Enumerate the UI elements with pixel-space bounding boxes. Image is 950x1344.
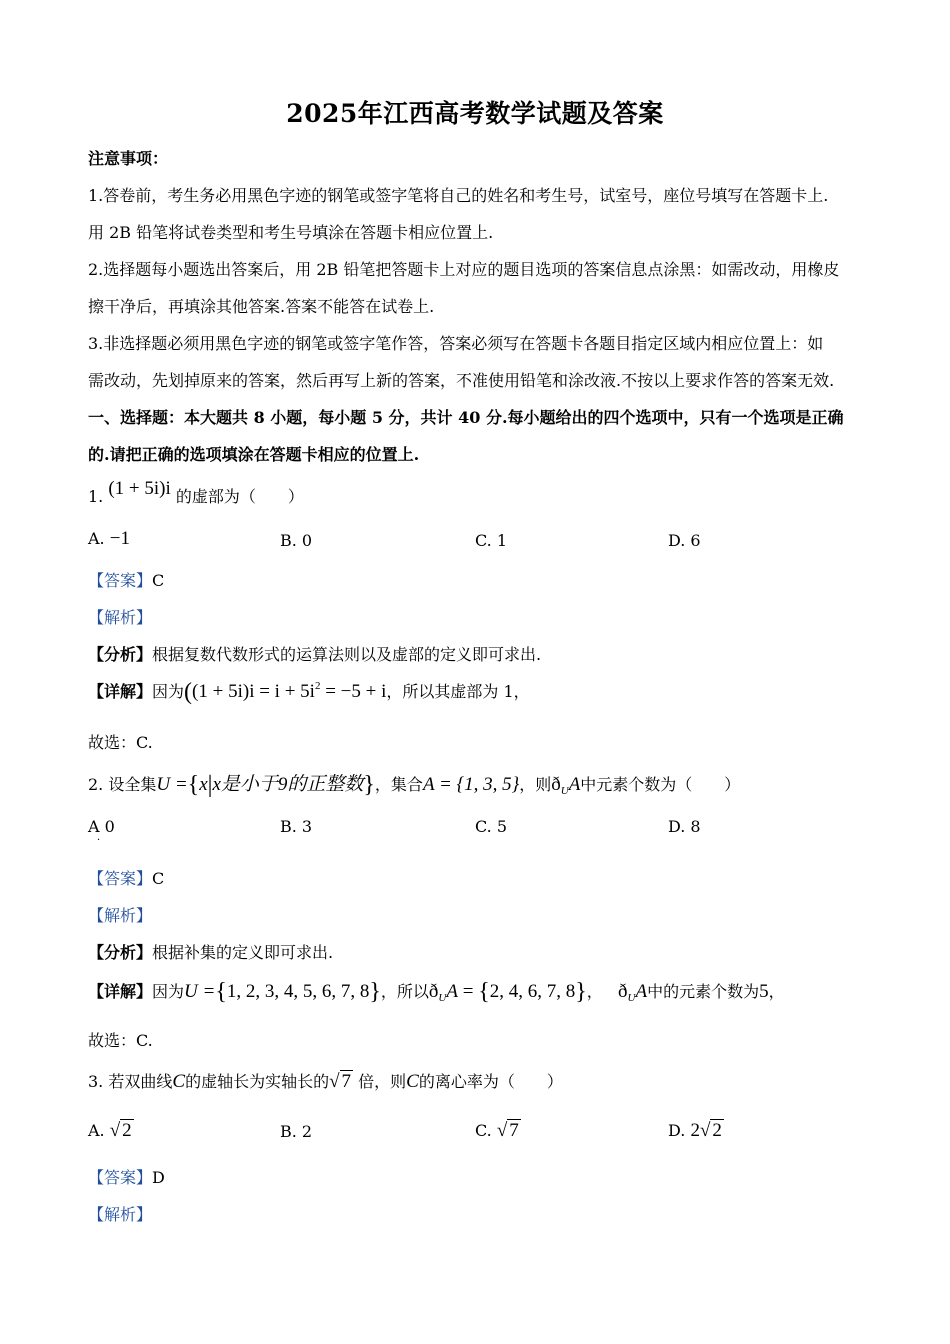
notice-line-6: 需改动，先划掉原来的答案，然后再写上新的答案，不准使用铅笔和涂改液.不按以上要求作答的答案无效. [88, 371, 835, 390]
notice-heading: 注意事项： [88, 149, 169, 168]
q2-answer-value: C [152, 869, 165, 888]
q2-option-c: C. 5 [475, 817, 508, 836]
q3-option-c: C. √ 7 [475, 1120, 519, 1141]
q1-answer [88, 568, 164, 591]
q3-stem: 3. 若双曲线C的虚轴长为实轴长的√ 7 倍，则C的离心率为（ ） [88, 1071, 563, 1092]
q3-answer-value: D [152, 1168, 165, 1187]
q1-option-c: C. 1 [475, 531, 508, 550]
notice-line-1: 1.答卷前，考生务必用黑色字迹的钢笔或签字笔将自己的姓名和考生号，试室号，座位号填写在答题卡上. [88, 186, 829, 205]
section-line-2: 的.请把正确的选项填涂在答题卡相应的位置上. [88, 445, 420, 464]
q2-option-a: A 0 [88, 817, 115, 836]
q2-stem: 2. 设全集U ={x|x是小于9的正整数}，集合A = {1, 3, 5}，则$ð_UA$中元素个数为（ ） [88, 772, 741, 798]
notice-line-5: 3.非选择题必须用黑色字迹的钢笔或签字笔作答，答案必须写在答题卡各题目指定区域内相应位置上：如 [88, 334, 824, 353]
q1-conclusion: 故选：C. [88, 733, 153, 752]
q2-detail: 【详解】因为U ={1, 2, 3, 4, 5, 6, 7, 8}，所以$ð_UA = \{2$, 4, 6, 7, 8}， $ð_UA$中的元素个数为5， [88, 979, 785, 1005]
q2-analysis-label: 【解析】 [88, 906, 153, 925]
notice-line-2: 用 2B 铅笔将试卷类型和考生号填涂在答题卡相应位置上. [88, 223, 494, 242]
page-title: 2025年江西高考数学试题及答案 [286, 99, 664, 128]
q3-analysis-label: 【解析】 [88, 1205, 153, 1224]
q2-fenxi: 【分析】根据补集的定义即可求出. [88, 943, 334, 962]
q2-option-d: D. 8 [668, 817, 701, 836]
q1-option-d: D. 6 [668, 531, 701, 550]
q1-number: 1. [88, 487, 104, 506]
notice-line-3: 2.选择题每小题选出答案后，用 2B 铅笔把答题卡上对应的题目选项的答案信息点涂黑：如需改动，用橡皮 [88, 260, 840, 279]
notice-line-4: 擦干净后，再填涂其他答案.答案不能答在试卷上. [88, 297, 435, 316]
q2-conclusion: 故选：C. [88, 1031, 153, 1050]
q1-analysis-label: 【解析】 [88, 608, 153, 627]
q1-option-a: A. −1 [88, 528, 130, 549]
section-line-1: 一、选择题：本大题共 8 小题，每小题 5 分，共计 40 分.每小题给出的四个选项中，只有一个选项是正确 [88, 408, 844, 427]
q1-expression: (1 + 5i)i [108, 478, 171, 499]
q1-option-b: B. 0 [280, 531, 313, 550]
q2-answer: 【答案】C [88, 869, 165, 888]
q3-option-b: B. 2 [280, 1122, 313, 1141]
complement-symbol: $ð_UA$ [551, 774, 581, 797]
q2-option-b: B. 3 [280, 817, 313, 836]
q3-option-a: A. √ 2 [88, 1120, 132, 1141]
q1-detail: 【详解】因为($(1 + 5i)i = i + 5i^2 = -5 + i$，所以其虚部为 1， [88, 679, 530, 705]
q1-stem [88, 478, 304, 508]
stray-dot: · [97, 835, 101, 846]
q1-detail-expression: ($(1 + 5i)i = i + 5i^2 = -5 + i$ [184, 679, 387, 705]
q1-answer-value: C [152, 571, 165, 590]
q3-option-d: D. 2√ 2 [668, 1120, 722, 1141]
answer-label: 【答案】 [88, 571, 153, 590]
q1-text: 的虚部为（ ） [175, 487, 304, 506]
q3-answer: 【答案】D [88, 1168, 165, 1187]
q1-fenxi: 【分析】根据复数代数形式的运算法则以及虚部的定义即可求出. [88, 645, 542, 664]
